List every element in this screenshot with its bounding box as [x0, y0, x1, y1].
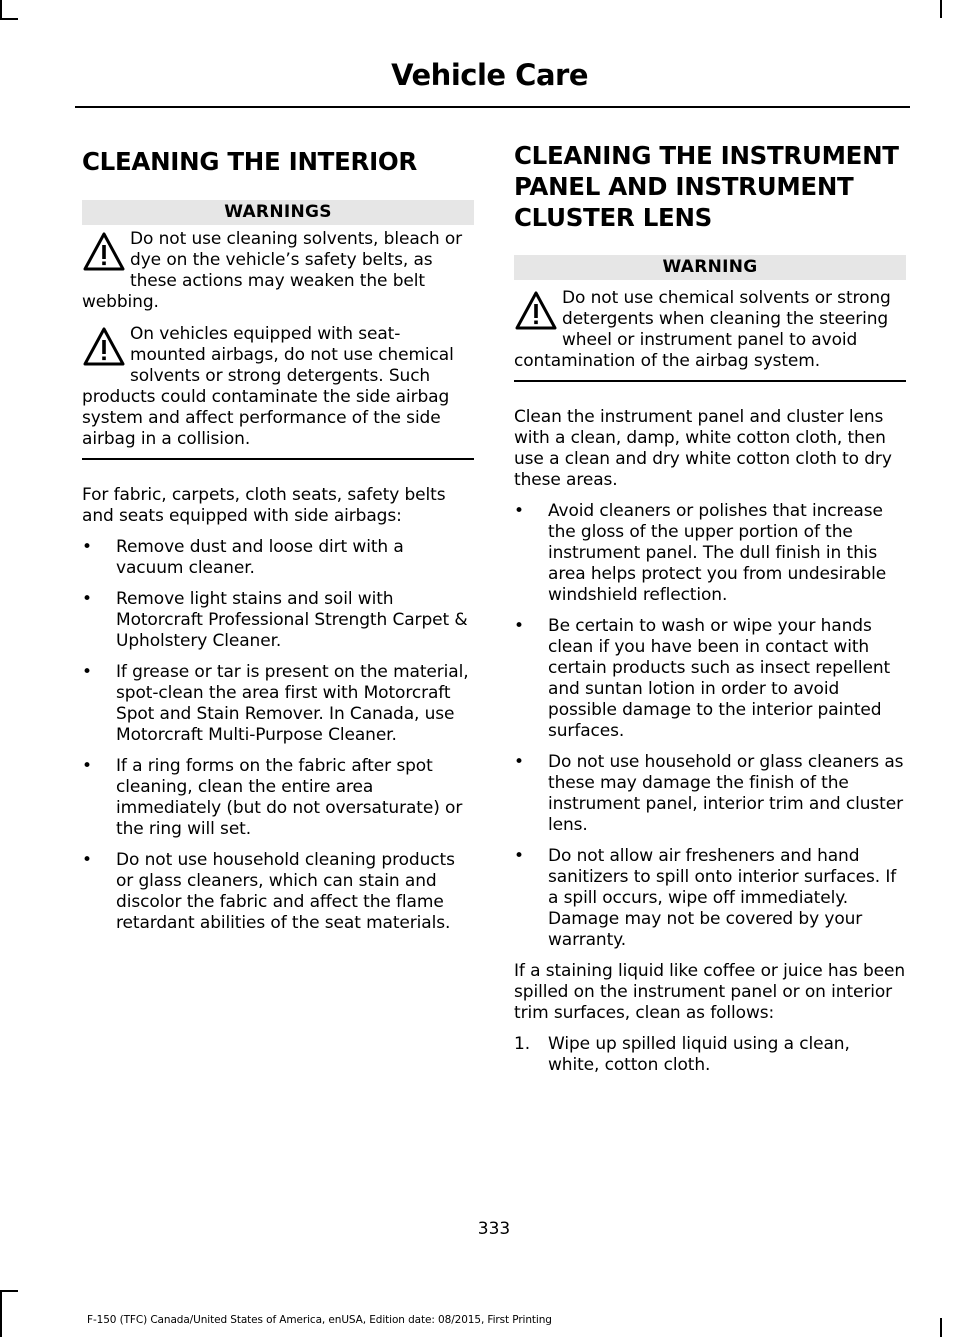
header-divider [75, 106, 910, 108]
bullet-mark: • [514, 845, 524, 866]
crop-mark-top-left [0, 0, 2, 18]
step-text: Wipe up spilled liquid using a clean, white, cotton cloth. [548, 1033, 850, 1075]
bullet-mark: • [82, 536, 92, 557]
section-heading-instrument-panel: CLEANING THE INSTRUMENT PANEL AND INSTRUMENT CLUSTER LENS [514, 141, 899, 232]
bullet-mark: • [514, 500, 524, 521]
crop-mark-bottom-left-h [0, 1290, 18, 1292]
right-column [514, 140, 906, 1076]
warning-text: Do not use cleaning solvents, bleach or dye on the vehicle’s safety belts, as these actions may weaken the belt webbing. [82, 229, 463, 312]
warning-item [82, 229, 474, 313]
warning-triangle-icon [82, 231, 126, 273]
edition-footer: F-150 (TFC) Canada/United States of America, enUSA, Edition date: 08/2015, First Printing [87, 1314, 552, 1326]
spill-intro-paragraph: If a staining liquid like coffee or juice has been spilled on the instrument panel or on interior trim surfaces, clean as follows: [514, 960, 906, 1023]
cleaning-steps-list [514, 1034, 906, 1076]
page-title: Vehicle Care [391, 58, 588, 92]
list-item-text: Remove dust and loose dirt with a vacuum cleaner. [116, 536, 404, 578]
warning-item [514, 288, 906, 372]
bullet-mark: • [82, 849, 92, 870]
warning-header: WARNING [514, 255, 906, 280]
warning-triangle-icon [514, 290, 558, 332]
bullet-mark: • [514, 615, 524, 636]
warning-text: On vehicles equipped with seat-mounted airbags, do not use chemical solvents or strong detergents. Such products could contaminate the side airbag system and affect performance of the side airbag in a collision. [82, 324, 454, 449]
list-item [514, 752, 906, 836]
list-item [82, 589, 474, 652]
crop-mark-bottom-right [940, 1318, 942, 1337]
interior-bullet-list [82, 537, 474, 934]
bullet-mark: • [514, 751, 524, 772]
crop-mark-top-right [940, 0, 942, 18]
list-item-text: Be certain to wash or wipe your hands clean if you have been in contact with certain products such as insect repellent and suntan lotion in order to avoid possible damage to the interior painted surfaces. [548, 615, 891, 741]
crop-mark-bottom-left [0, 1290, 2, 1337]
list-item-text: Avoid cleaners or polishes that increase the gloss of the upper portion of the instrument panel. The dull finish in this area helps protect you from undesirable windshield reflection. [548, 500, 887, 605]
list-item-text: Do not use household cleaning products or glass cleaners, which can stain and discolor the fabric and affect the flame retardant abilities of the seat materials. [116, 849, 455, 933]
list-item [82, 662, 474, 746]
warnings-divider [82, 458, 474, 460]
step-number: 1. [514, 1033, 531, 1054]
warning-text: Do not use chemical solvents or strong detergents when cleaning the steering wheel or instrument panel to avoid contamination of the airbag system. [514, 288, 891, 371]
bullet-mark: • [82, 588, 92, 609]
left-column [82, 140, 474, 934]
section-heading-interior: CLEANING THE INTERIOR [82, 147, 417, 176]
list-item-text: Do not allow air fresheners and hand sanitizers to spill onto interior surfaces. If a spill occurs, wipe off immediately. Damage may not be covered by your warranty. [548, 845, 897, 950]
warning-divider [514, 380, 906, 382]
crop-mark-top-left-h [0, 18, 18, 20]
list-item-text: If grease or tar is present on the material, spot-clean the area first with Motorcraft Spot and Stain Remover. In Canada, use Motorcraft Multi-Purpose Cleaner. [116, 661, 469, 745]
instrument-panel-bullet-list [514, 501, 906, 951]
list-item [514, 501, 906, 606]
bullet-mark: • [82, 755, 92, 776]
warning-triangle-icon [82, 326, 126, 368]
step-item [514, 1034, 906, 1076]
warning-item [82, 324, 474, 450]
list-item [514, 616, 906, 742]
list-item [82, 756, 474, 840]
list-item-text: If a ring forms on the fabric after spot cleaning, clean the entire area immediately (but do not oversaturate) or the ring will set. [116, 755, 463, 839]
intro-paragraph: Clean the instrument panel and cluster lens with a clean, damp, white cotton cloth, then use a clean and dry white cotton cloth to dry these areas. [514, 406, 892, 490]
intro-paragraph: For fabric, carpets, cloth seats, safety belts and seats equipped with side airbags: [82, 484, 446, 526]
warnings-header: WARNINGS [82, 200, 474, 225]
list-item [514, 846, 906, 951]
list-item-text: Do not use household or glass cleaners as these may damage the finish of the instrument panel, interior trim and cluster lens. [548, 751, 904, 835]
list-item [82, 850, 474, 934]
list-item [82, 537, 474, 579]
page-number: 333 [477, 1219, 511, 1239]
list-item-text: Remove light stains and soil with Motorcraft Professional Strength Carpet & Upholstery Cleaner. [116, 588, 468, 651]
bullet-mark: • [82, 661, 92, 682]
